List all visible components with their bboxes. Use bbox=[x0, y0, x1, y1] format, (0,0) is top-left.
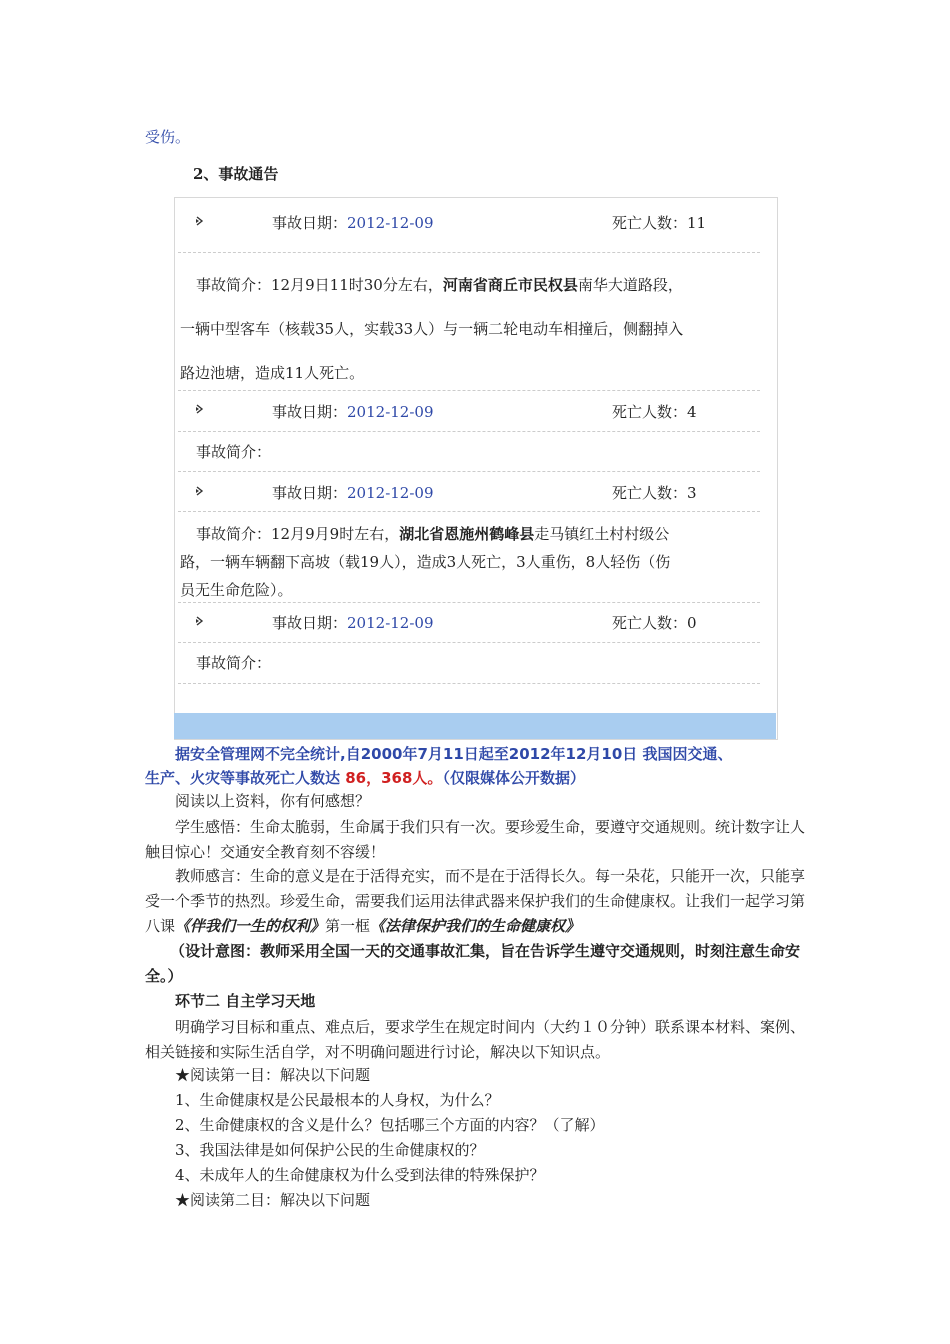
divider bbox=[178, 683, 760, 684]
student-reflection: 学生感悟：生命太脆弱，生命属于我们只有一次。要珍爱生命，要遵守交通规则。统计数字让人触目惊心！交通安全教育刻不容缓！ bbox=[145, 818, 806, 861]
divider bbox=[178, 642, 760, 643]
stat-text: 生产、火灾等事故死亡人数达 bbox=[145, 769, 341, 787]
summary-label: 事故简介： bbox=[196, 525, 272, 543]
death-label: 死亡人数： bbox=[612, 614, 688, 632]
bullet-arrow-icon bbox=[196, 404, 204, 414]
summary-text: 路，一辆车辆翻下高坡（载19人），造成3人死亡，3人重伤，8人轻伤（伤 bbox=[180, 553, 671, 571]
date-label: 事故日期： bbox=[272, 403, 348, 421]
bullet-arrow-icon bbox=[196, 216, 204, 226]
accident-date-row bbox=[272, 401, 434, 422]
death-value: 3 bbox=[687, 484, 697, 502]
death-value: 0 bbox=[687, 614, 697, 632]
bullet-arrow-icon bbox=[196, 616, 204, 626]
stat-line: 据安全管理网不完全统计,自2000年7月11日起至2012年12月10日 我国因交通、 bbox=[175, 745, 733, 763]
design-intent: （设计意图：教师采用全国一天的交通事故汇集，旨在告诉学生遵守交通规则，时刻注意生命安全。） bbox=[145, 942, 801, 985]
accident-date-row bbox=[272, 482, 434, 503]
reading-1-heading: ★阅读第一目：解决以下问题 bbox=[175, 1066, 371, 1084]
death-count bbox=[612, 482, 697, 503]
summary-label: 事故简介： bbox=[196, 443, 272, 461]
summary-label: 事故简介： bbox=[196, 654, 272, 672]
divider bbox=[178, 471, 760, 472]
accident-summary bbox=[180, 441, 756, 462]
lesson-title: 《伴我们一生的权利》 bbox=[175, 917, 326, 935]
question-2: 2、生命健康权的含义是什么？包括哪三个方面的内容？（了解） bbox=[175, 1116, 605, 1134]
date-value[interactable]: 2012-12-09 bbox=[347, 484, 434, 502]
question-3: 3、我国法律是如何保护公民的生命健康权的？ bbox=[175, 1141, 485, 1159]
accident-summary bbox=[180, 263, 756, 395]
question-4: 4、未成年人的生命健康权为什么受到法律的特殊保护？ bbox=[175, 1166, 545, 1184]
teacher-remarks bbox=[145, 864, 810, 939]
summary-location: 湖北省恩施州鹤峰县 bbox=[399, 525, 535, 543]
top-text: 受伤。 bbox=[145, 128, 191, 146]
stat-number: 86，368人。 bbox=[340, 769, 443, 787]
summary-text: 一辆中型客车（核载35人，实载33人）与一辆二轮电动车相撞后，侧翻掉入 bbox=[180, 320, 684, 338]
date-label: 事故日期： bbox=[272, 214, 348, 232]
death-label: 死亡人数： bbox=[612, 214, 688, 232]
date-value[interactable]: 2012-12-09 bbox=[347, 403, 434, 421]
death-count bbox=[612, 612, 697, 633]
section-heading: 2、事故通告 bbox=[193, 165, 279, 183]
date-label: 事故日期： bbox=[272, 614, 348, 632]
divider bbox=[178, 252, 760, 253]
section2-text: 明确学习目标和重点、难点后，要求学生在规定时间内（大约１０分钟）联系课本材料、案例、相关链接和实际生活自学，对不明确问题进行讨论，解决以下知识点。 bbox=[145, 1018, 806, 1061]
section2-heading: 环节二 自主学习天地 bbox=[175, 992, 316, 1010]
death-value: 11 bbox=[687, 214, 707, 232]
summary-location: 河南省商丘市民权县 bbox=[442, 276, 578, 294]
divider bbox=[178, 602, 760, 603]
death-label: 死亡人数： bbox=[612, 484, 688, 502]
accident-date-row bbox=[272, 612, 434, 633]
stat-line bbox=[145, 766, 810, 790]
question-1: 1、生命健康权是公民最根本的人身权，为什么？ bbox=[175, 1091, 500, 1109]
statistics-paragraph bbox=[145, 742, 810, 790]
teacher-text: 教师感言：生命的意义是在于活得充实，而不是在于活得长久。每一朵花，只能开一次，只能享受一个季节的热烈。珍爱生命，需要我们运用法律武器来保护我们的生命健康权。让我们一起学习第八课 bbox=[145, 867, 806, 935]
summary-text: 12月9月9时左右， bbox=[271, 525, 400, 543]
divider bbox=[178, 511, 760, 512]
death-count bbox=[612, 401, 697, 422]
death-label: 死亡人数： bbox=[612, 403, 688, 421]
date-value[interactable]: 2012-12-09 bbox=[347, 214, 434, 232]
accident-summary bbox=[180, 652, 756, 673]
summary-text: 12月9日11时30分左右， bbox=[271, 276, 443, 294]
accident-summary bbox=[180, 520, 756, 604]
death-count bbox=[612, 212, 706, 233]
death-value: 4 bbox=[687, 403, 697, 421]
box-footer-bar bbox=[174, 713, 776, 739]
accident-date-row bbox=[272, 212, 434, 233]
date-label: 事故日期： bbox=[272, 484, 348, 502]
reading-2-heading: ★阅读第二目：解决以下问题 bbox=[175, 1191, 371, 1209]
question-text: 阅读以上资料，你有何感想？ bbox=[175, 792, 371, 810]
summary-label: 事故简介： bbox=[196, 276, 272, 294]
summary-text: 路边池塘，造成11人死亡。 bbox=[180, 364, 365, 382]
section-title: 《法律保护我们的生命健康权》 bbox=[370, 917, 581, 935]
bullet-arrow-icon bbox=[196, 486, 204, 496]
stat-text: （仅限媒体公开数据） bbox=[442, 769, 585, 787]
date-value[interactable]: 2012-12-09 bbox=[347, 614, 434, 632]
summary-text: 员无生命危险）。 bbox=[180, 581, 293, 599]
divider bbox=[178, 390, 760, 391]
summary-text: 走马镇红土村村级公 bbox=[534, 525, 670, 543]
teacher-text: 第一框 bbox=[325, 917, 371, 935]
divider bbox=[178, 431, 760, 432]
summary-text: 南华大道路段， bbox=[577, 276, 683, 294]
